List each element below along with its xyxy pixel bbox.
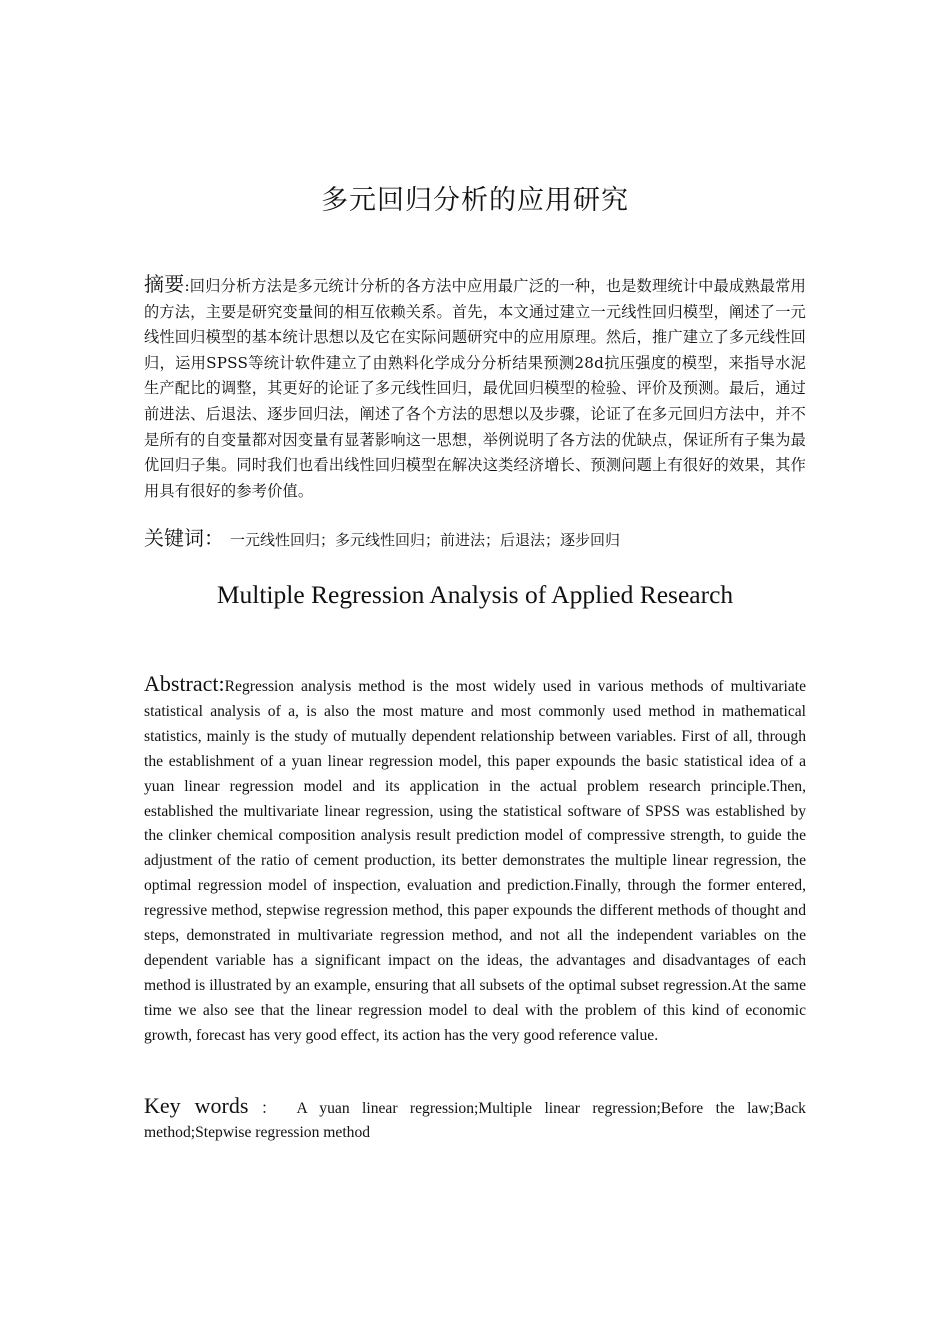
english-keywords-separator: ： xyxy=(260,1100,285,1117)
chinese-abstract-label: 摘要 xyxy=(144,272,185,296)
chinese-abstract xyxy=(144,272,806,504)
english-abstract xyxy=(144,672,806,1049)
chinese-keywords-label: 关键词： xyxy=(144,526,224,550)
chinese-abstract-text: 回归分析方法是多元统计分析的各方法中应用最广泛的一种，也是数理统计中最成熟最常用的方法，主要是研究变量间的相互依赖关系。首先，本文通过建立一元线性回归模型，阐述了一元线性回归模型的基本统计思想以及它在实际问题研究中的应用原理。然后，推广建立了多元线性回归，运用SPSS等统计软件建立了由熟料化学成分分析结果预测28d抗压强度的模型，来指导水泥生产配比的调整，其更好的论证了多元线性回归，最优回归模型的检验、评价及预测。最后，通过前进法、后退法、逐步回归法，阐述了各个方法的思想以及步骤，论证了在多元回归方法中，并不是所有的自变量都对因变量有显著影响这一思想，举例说明了各方法的优缺点，保证所有子集为最优回归子集。同时我们也看出线性回归模型在解决这类经济增长、预测问题上有很好的效果，其作用具有很好的参考价值。 xyxy=(144,277,806,500)
english-abstract-text: Regression analysis method is the most widely used in various methods of multivariate statistical analysis of a, is also the most mature and most commonly used method in mathematical statistics, mainly is the study of mutually dependent relationship between variables. First of all, through the establishment of a yuan linear regression model, this paper expounds the basic statistical idea of a yuan linear regression model and its application in the actual problem research principle.Then, established the multivariate linear regression, using the statistical software of SPSS was established by the clinker chemical composition analysis result prediction model of compressive strength, to guide the adjustment of the ratio of cement production, its better demonstrates the multiple linear regression, the optimal regression model of inspection, evaluation and prediction.Finally, through the former entered, regressive method, stepwise regression method, this paper expounds the different methods of thought and steps, demonstrated in multivariate regression method, and not all the independent variables on the dependent variable has a significant impact on the ideas, the advantages and disadvantages of each method is illustrated by an example, ensuring that all subsets of the optimal subset regression.At the same time we also see that the linear regression model to deal with the problem of this kind of economic growth, forecast has very good effect, its action has the very good reference value. xyxy=(144,678,806,1044)
chinese-abstract-separator: : xyxy=(184,277,190,295)
english-abstract-label: Abstract: xyxy=(144,671,225,696)
english-keywords-text: A yuan linear regression;Multiple linear regression;Before the law;Back method;Stepwise regression method xyxy=(144,1100,806,1141)
chinese-keywords-text: 一元线性回归；多元线性回归；前进法；后退法；逐步回归 xyxy=(230,531,621,549)
chinese-keywords xyxy=(144,522,806,551)
english-title: Multiple Regression Analysis of Applied Research xyxy=(216,580,734,609)
chinese-title: 多元回归分析的应用研究 xyxy=(321,185,629,216)
english-keywords xyxy=(144,1094,806,1145)
english-keywords-label: Key words xyxy=(144,1093,249,1118)
